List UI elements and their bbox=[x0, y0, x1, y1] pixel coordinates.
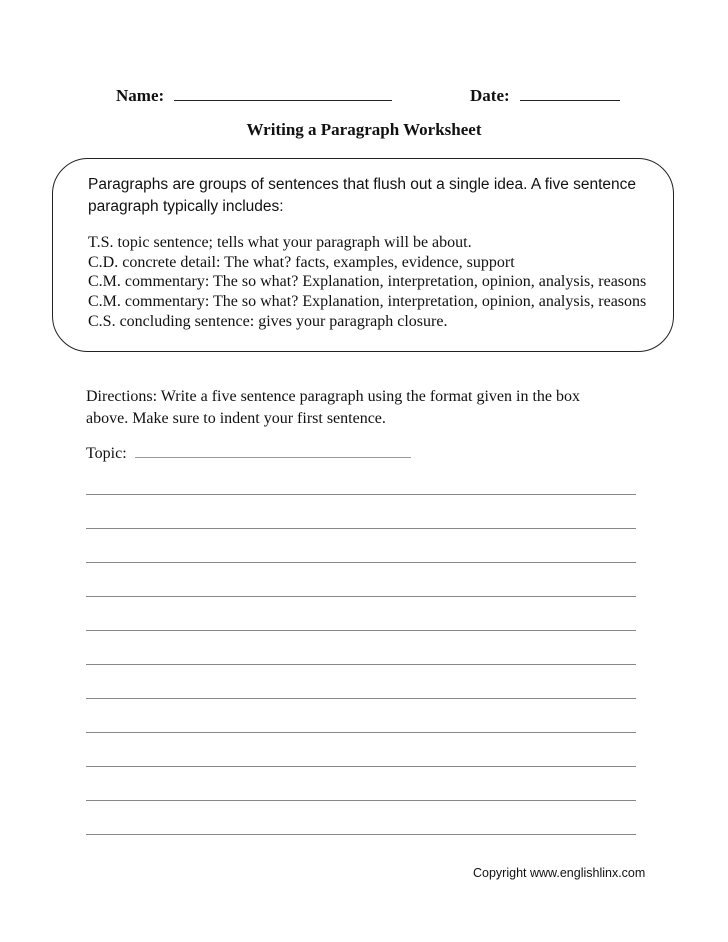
writing-line[interactable] bbox=[86, 494, 636, 495]
writing-line[interactable] bbox=[86, 528, 636, 529]
writing-line[interactable] bbox=[86, 562, 636, 563]
list-item-topic-sentence: T.S. topic sentence; tells what your paragraph will be about. bbox=[88, 234, 472, 251]
date-label: Date: bbox=[470, 86, 510, 105]
writing-line[interactable] bbox=[86, 664, 636, 665]
writing-line[interactable] bbox=[86, 834, 636, 835]
topic-blank[interactable] bbox=[135, 443, 411, 458]
writing-line[interactable] bbox=[86, 630, 636, 631]
worksheet-title: Writing a Paragraph Worksheet bbox=[246, 120, 482, 139]
name-label: Name: bbox=[116, 86, 165, 105]
topic-label: Topic: bbox=[86, 445, 127, 462]
writing-line[interactable] bbox=[86, 766, 636, 767]
writing-line[interactable] bbox=[86, 596, 636, 597]
info-box-intro: Paragraphs are groups of sentences that flush out a single idea. A five sentence paragraph typically includes: bbox=[88, 176, 637, 215]
list-item-concrete-detail: C.D. concrete detail: The what? facts, examples, evidence, support bbox=[88, 253, 515, 271]
list-item-commentary-1: C.M. commentary: The so what? Explanation, interpretation, opinion, analysis, reasons bbox=[88, 273, 647, 291]
name-field[interactable] bbox=[116, 86, 392, 106]
list-item-commentary-2: C.M. commentary: The so what? Explanation, interpretation, opinion, analysis, reasons bbox=[88, 293, 647, 311]
name-blank[interactable] bbox=[174, 86, 392, 101]
writing-line[interactable] bbox=[86, 800, 636, 801]
paragraph-parts-list bbox=[88, 233, 646, 332]
writing-line[interactable] bbox=[86, 698, 636, 699]
directions-text: Directions: Write a five sentence paragraph using the format given in the box above. Make sure to indent your first sentence. bbox=[86, 388, 581, 427]
date-field[interactable] bbox=[470, 86, 620, 106]
list-item-concluding-sentence: C.S. concluding sentence: gives your paragraph closure. bbox=[88, 312, 448, 330]
topic-field[interactable] bbox=[86, 443, 411, 463]
date-blank[interactable] bbox=[520, 86, 620, 101]
writing-line[interactable] bbox=[86, 732, 636, 733]
copyright-text: Copyright www.englishlinx.com bbox=[473, 866, 646, 880]
